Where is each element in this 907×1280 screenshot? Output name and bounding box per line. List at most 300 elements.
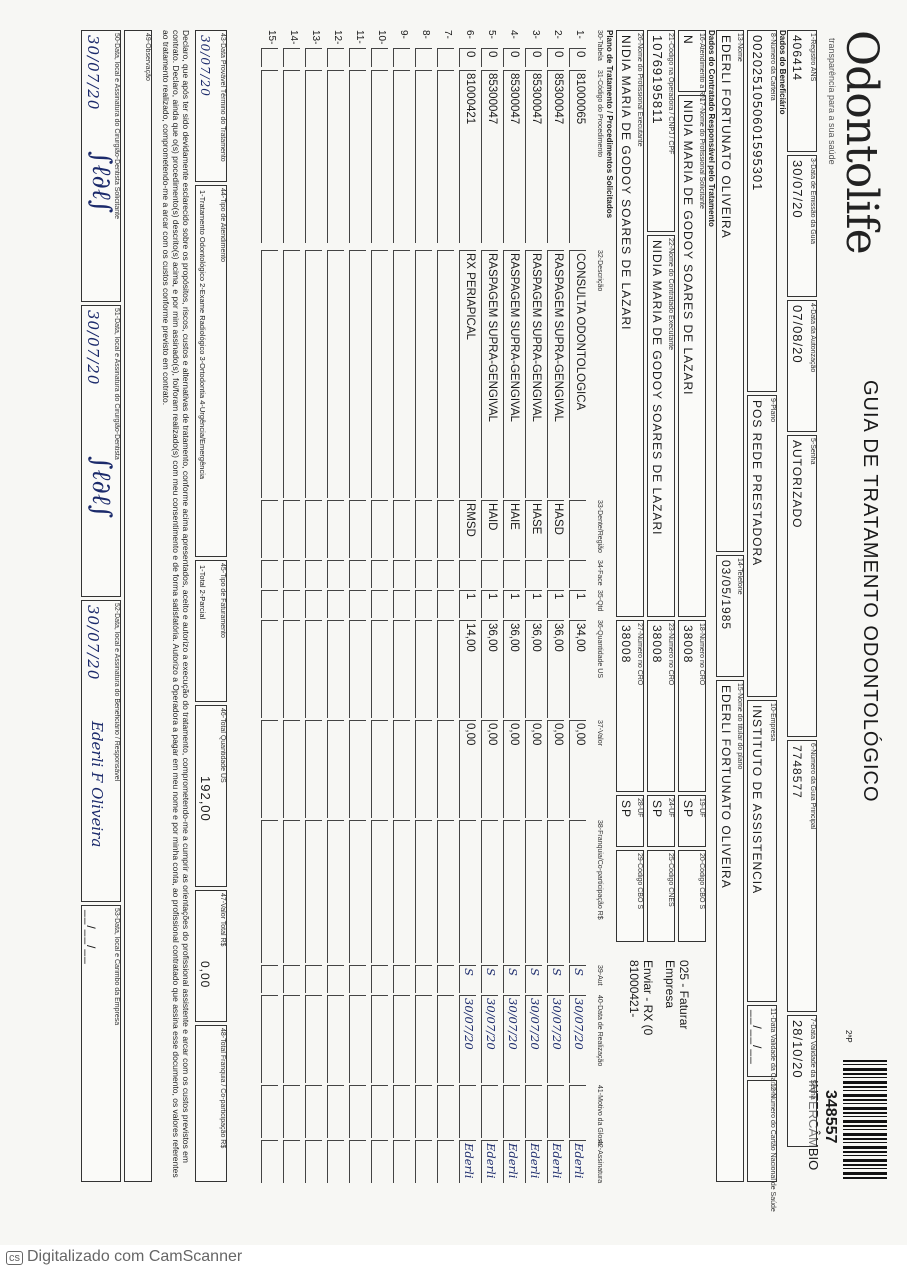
field-telefone bbox=[716, 555, 744, 677]
cell-valor: 0,00 bbox=[547, 720, 564, 818]
cell-dente: HASD bbox=[547, 500, 564, 558]
rotated-form bbox=[27, 0, 907, 1210]
field-label: 9-Plano bbox=[769, 398, 776, 423]
cell-us: 36,00 bbox=[547, 620, 564, 718]
field-value: 30/07/20 bbox=[84, 310, 102, 386]
cell-face bbox=[481, 560, 498, 588]
cell-face bbox=[283, 560, 300, 588]
cell-descricao bbox=[371, 250, 388, 498]
scanner-watermark bbox=[6, 1248, 242, 1266]
field-value: 0020251050601595301 bbox=[750, 35, 765, 192]
cell-face bbox=[261, 560, 278, 588]
cell-aut bbox=[371, 965, 388, 993]
cell-descricao bbox=[437, 250, 454, 498]
field-label: 25-Código CNES bbox=[667, 853, 674, 907]
cell-valor bbox=[305, 720, 322, 818]
cell-dente bbox=[283, 500, 300, 558]
cell-glosa bbox=[547, 1085, 564, 1138]
cell-dente bbox=[437, 500, 454, 558]
row-number: 12- bbox=[332, 30, 343, 45]
field-value: 10769195811 bbox=[650, 35, 665, 125]
cell-qtd bbox=[327, 590, 344, 618]
cell-franquia bbox=[371, 820, 388, 963]
cell-codigo: 81000065 bbox=[569, 70, 586, 243]
row-number: 8- bbox=[420, 30, 431, 39]
field-value: NIDIA MARIA DE GODOY SOARES DE LAZARI bbox=[619, 35, 633, 331]
cell-qtd bbox=[371, 590, 388, 618]
table-row bbox=[413, 30, 435, 1090]
cell-dente: HASE bbox=[525, 500, 542, 558]
scanner-text: Digitalizado com CamScanner bbox=[27, 1248, 243, 1265]
field-label: 47-Valor Total R$ bbox=[219, 893, 226, 947]
field-label: 19-UF bbox=[698, 798, 705, 818]
table-row bbox=[303, 30, 325, 1090]
table-row bbox=[435, 30, 457, 1090]
field-label: 48-Total Franquia / Co-participação R$ bbox=[219, 1028, 226, 1149]
cell-face bbox=[503, 560, 520, 588]
cell-assinatura bbox=[305, 1140, 322, 1183]
field-label: 49-Observação bbox=[144, 33, 151, 81]
field-value: 30/07/20 bbox=[84, 605, 102, 681]
cell-dente bbox=[393, 500, 410, 558]
table-row bbox=[457, 30, 479, 1179]
cell-tabela bbox=[437, 48, 454, 67]
cell-aut bbox=[283, 965, 300, 993]
cell-tabela bbox=[283, 48, 300, 67]
cell-data: 30/07/20 bbox=[481, 995, 498, 1083]
cell-dente bbox=[305, 500, 322, 558]
field-value: __/__/__ bbox=[750, 1010, 764, 1065]
cell-glosa bbox=[393, 1085, 410, 1138]
cell-assinatura: Ederli bbox=[569, 1140, 586, 1183]
field-value: 38008 bbox=[619, 625, 633, 664]
field-label: 12-Número do Cartão Nacional de Saúde bbox=[769, 1083, 776, 1212]
cell-data bbox=[261, 995, 278, 1083]
cell-glosa bbox=[569, 1085, 586, 1138]
cell-qtd bbox=[393, 590, 410, 618]
hdr-valor: 37-Valor bbox=[596, 720, 603, 746]
cell-aut: S bbox=[525, 965, 542, 993]
field-value: 0,00 bbox=[198, 961, 212, 989]
cell-tabela bbox=[349, 48, 366, 67]
cell-descricao: RASPAGEM SUPRA-GENGIVAL bbox=[525, 250, 542, 498]
field-label: 4-Data da Autorização bbox=[809, 303, 816, 373]
field-label: 24-UF bbox=[667, 798, 674, 818]
field-label: 46-Total Quantidade US bbox=[219, 708, 226, 783]
cell-descricao bbox=[327, 250, 344, 498]
cell-valor: 0,00 bbox=[569, 720, 586, 818]
hdr-dente: 33-Dente/Região bbox=[596, 500, 603, 553]
field-value: SP bbox=[650, 800, 664, 819]
cell-descricao bbox=[393, 250, 410, 498]
cell-glosa bbox=[327, 1085, 344, 1138]
field-label: 53-Data, local e Carimbo da Empresa bbox=[113, 908, 120, 1026]
cell-face bbox=[459, 560, 476, 588]
field-tipo-atendimento bbox=[195, 185, 227, 557]
field-value: 1-Total 2-Parcial bbox=[198, 565, 207, 620]
cell-glosa bbox=[503, 1085, 520, 1138]
cell-assinatura bbox=[371, 1140, 388, 1183]
cell-glosa bbox=[371, 1085, 388, 1138]
row-number: 5- bbox=[486, 30, 497, 39]
cell-descricao: RX PERIAPICAL bbox=[459, 250, 476, 498]
cell-us bbox=[393, 620, 410, 718]
row-number: 7- bbox=[442, 30, 453, 39]
cell-face bbox=[349, 560, 366, 588]
field-label: 52-Data, local e Assinatura do Beneficiário / Responsável bbox=[113, 603, 120, 782]
cell-data bbox=[305, 995, 322, 1083]
cell-qtd: 1 bbox=[547, 590, 564, 618]
field-empresa bbox=[747, 700, 777, 1002]
cell-codigo bbox=[305, 70, 322, 243]
row-number: 3- bbox=[530, 30, 541, 39]
cell-valor bbox=[327, 720, 344, 818]
cell-us bbox=[437, 620, 454, 718]
note-faturar: 025 - Faturar Empresa bbox=[663, 960, 691, 1030]
table-row bbox=[501, 30, 523, 1179]
table-row bbox=[347, 30, 369, 1090]
cell-valor bbox=[393, 720, 410, 818]
field-label: 10-Empresa bbox=[769, 703, 776, 742]
cell-assinatura bbox=[261, 1140, 278, 1183]
cell-data: 30/07/20 bbox=[503, 995, 520, 1083]
cell-us: 36,00 bbox=[503, 620, 520, 718]
cell-franquia bbox=[481, 820, 498, 963]
cell-valor bbox=[371, 720, 388, 818]
field-numero-carteira bbox=[747, 30, 777, 392]
row-number: 13- bbox=[310, 30, 321, 45]
cell-us bbox=[371, 620, 388, 718]
cell-codigo bbox=[393, 70, 410, 243]
table-row bbox=[545, 30, 567, 1179]
cell-data: 30/07/20 bbox=[459, 995, 476, 1083]
row-number: 15- bbox=[266, 30, 277, 45]
cell-codigo bbox=[415, 70, 432, 243]
field-value: 28/10/20 bbox=[790, 1020, 805, 1079]
field-cnes bbox=[647, 850, 675, 942]
field-label: 6-Número da Guia Principal bbox=[809, 743, 816, 830]
field-cbo-solicitante bbox=[678, 850, 706, 942]
cell-franquia bbox=[283, 820, 300, 963]
field-data-autorizacao bbox=[787, 300, 817, 432]
cell-franquia bbox=[393, 820, 410, 963]
cell-us: 14,00 bbox=[459, 620, 476, 718]
cell-valor: 0,00 bbox=[481, 720, 498, 818]
field-value: EDERLI FORTUNATO OLIVEIRA bbox=[719, 35, 733, 239]
signature-beneficiario: Ederli F Oliveira bbox=[88, 721, 106, 848]
field-value: N bbox=[681, 35, 695, 45]
table-row bbox=[523, 30, 545, 1179]
cell-face bbox=[305, 560, 322, 588]
cell-data bbox=[327, 995, 344, 1083]
field-value: NIDIA MARIA DE GODOY SOARES DE LAZARI bbox=[650, 240, 664, 536]
cell-assinatura bbox=[283, 1140, 300, 1183]
field-label: 14-Telefone bbox=[736, 558, 743, 595]
field-label: 7-Data Validade da Senha bbox=[809, 1018, 816, 1100]
cell-aut bbox=[393, 965, 410, 993]
field-contratado-executante bbox=[647, 235, 675, 617]
field-guia-principal bbox=[787, 740, 817, 1012]
cell-codigo bbox=[327, 70, 344, 243]
field-label: 15-Nome do titular do plano bbox=[736, 683, 743, 770]
field-label: 29-Código CBO S bbox=[636, 853, 643, 910]
hdr-face: 34-Face bbox=[596, 560, 603, 586]
cell-assinatura: Ederli bbox=[525, 1140, 542, 1183]
cell-descricao bbox=[283, 250, 300, 498]
cell-qtd bbox=[261, 590, 278, 618]
field-value: 30/07/20 bbox=[790, 160, 805, 219]
table-header bbox=[591, 30, 603, 1184]
cell-codigo bbox=[349, 70, 366, 243]
cell-franquia bbox=[415, 820, 432, 963]
field-value: 03/05/1985 bbox=[719, 560, 733, 631]
signature-solicitante: ∫ℓ∂ℓ∫ bbox=[86, 151, 116, 214]
cell-valor: 0,00 bbox=[525, 720, 542, 818]
cell-codigo bbox=[371, 70, 388, 243]
form-title: GUIA DE TRATAMENTO ODONTOLÓGICO bbox=[859, 380, 881, 803]
cell-dente bbox=[327, 500, 344, 558]
cell-tabela: 0 bbox=[525, 48, 542, 67]
cell-descricao: CONSULTA ODONTOLOGICA bbox=[569, 250, 586, 498]
cell-aut: S bbox=[481, 965, 498, 993]
field-value: EDERLI FORTUNATO OLIVEIRA bbox=[719, 685, 733, 889]
field-label: 51-Data, local e Assinatura do Cirurgião-Dentista bbox=[113, 308, 120, 460]
row-number: 6- bbox=[464, 30, 475, 39]
cell-data bbox=[415, 995, 432, 1083]
field-label: 22-Nome do Contratado Executante bbox=[667, 238, 674, 351]
field-profissional-solicitante bbox=[678, 95, 706, 617]
cell-aut: S bbox=[503, 965, 520, 993]
cell-franquia bbox=[349, 820, 366, 963]
field-label: 26-Nome do Profissional Executante bbox=[636, 33, 643, 147]
cell-glosa bbox=[349, 1085, 366, 1138]
field-label: 20-Código CBO S bbox=[698, 853, 705, 910]
field-label: 23-Número no CRO bbox=[667, 623, 674, 686]
cell-glosa bbox=[525, 1085, 542, 1138]
hdr-descricao: 32-Descrição bbox=[596, 250, 603, 292]
cell-us: 36,00 bbox=[525, 620, 542, 718]
camscanner-icon: cs bbox=[6, 1251, 23, 1265]
table-row bbox=[479, 30, 501, 1179]
field-cartao-nacional bbox=[747, 1080, 777, 1212]
row-number: 11- bbox=[354, 30, 365, 44]
cell-assinatura: Ederli bbox=[481, 1140, 498, 1183]
cell-descricao bbox=[305, 250, 322, 498]
cell-franquia bbox=[569, 820, 586, 963]
table-row bbox=[259, 30, 281, 1090]
cell-descricao: RASPAGEM SUPRA-GENGIVAL bbox=[481, 250, 498, 498]
cell-assinatura bbox=[393, 1140, 410, 1183]
field-senha bbox=[787, 435, 817, 737]
cell-descricao bbox=[415, 250, 432, 498]
cell-dente: HAIE bbox=[503, 500, 520, 558]
table-row bbox=[325, 30, 347, 1090]
cell-valor: 0,00 bbox=[459, 720, 476, 818]
field-validade-senha bbox=[787, 1015, 817, 1147]
field-carimbo-empresa bbox=[81, 905, 121, 1182]
field-assinatura-beneficiario bbox=[81, 600, 121, 902]
cell-aut bbox=[305, 965, 322, 993]
field-value: SP bbox=[619, 800, 633, 819]
cell-assinatura: Ederli bbox=[503, 1140, 520, 1183]
row-number: 4- bbox=[508, 30, 519, 39]
cell-data bbox=[437, 995, 454, 1083]
cell-dente bbox=[261, 500, 278, 558]
cell-descricao: RASPAGEM SUPRA-GENGIVAL bbox=[547, 250, 564, 498]
cell-data: 30/07/20 bbox=[569, 995, 586, 1083]
cell-aut bbox=[349, 965, 366, 993]
field-label: 27-Número no CRO bbox=[636, 623, 643, 686]
cell-tabela: 0 bbox=[569, 48, 586, 67]
cell-qtd bbox=[349, 590, 366, 618]
cell-codigo: 85300047 bbox=[503, 70, 520, 243]
field-cro-executante bbox=[647, 620, 675, 792]
note-enviar-rx: Enviar - RX (0 81000421- bbox=[627, 960, 655, 1036]
field-value: 07/08/20 bbox=[790, 305, 805, 364]
field-nome-titular bbox=[716, 680, 744, 1182]
field-label: 13-Nome bbox=[736, 33, 743, 62]
cell-tabela bbox=[305, 48, 322, 67]
cell-franquia bbox=[525, 820, 542, 963]
cell-dente bbox=[371, 500, 388, 558]
cell-aut bbox=[261, 965, 278, 993]
field-data-emissao bbox=[787, 155, 817, 297]
procedure-table bbox=[249, 30, 589, 1180]
cell-assinatura bbox=[437, 1140, 454, 1183]
field-data-termino bbox=[195, 30, 227, 182]
hdr-data: 40-Data de Realização bbox=[596, 995, 603, 1067]
table-row bbox=[391, 30, 413, 1090]
cell-aut bbox=[327, 965, 344, 993]
field-label: 3-Data de Emissão da Guia bbox=[809, 158, 816, 244]
guide-type: INTERCÂMBIO bbox=[806, 1080, 821, 1171]
cell-us bbox=[327, 620, 344, 718]
cell-descricao: RASPAGEM SUPRA-GENGIVAL bbox=[503, 250, 520, 498]
cell-face bbox=[415, 560, 432, 588]
cell-codigo: 81000421 bbox=[459, 70, 476, 243]
table-row bbox=[369, 30, 391, 1090]
field-label: 8-Número da Carteira bbox=[769, 33, 776, 101]
field-total-us bbox=[195, 705, 227, 887]
cell-aut bbox=[415, 965, 432, 993]
cell-valor bbox=[283, 720, 300, 818]
cell-codigo: 85300047 bbox=[547, 70, 564, 243]
cell-assinatura: Ederli bbox=[547, 1140, 564, 1183]
row-number: 9- bbox=[398, 30, 409, 39]
cell-face bbox=[327, 560, 344, 588]
cell-qtd: 1 bbox=[481, 590, 498, 618]
field-profissional-executante bbox=[616, 30, 644, 617]
cell-assinatura: Ederli bbox=[459, 1140, 476, 1183]
cell-tabela bbox=[415, 48, 432, 67]
cell-data: 30/07/20 bbox=[525, 995, 542, 1083]
cell-codigo: 85300047 bbox=[525, 70, 542, 243]
cell-glosa bbox=[283, 1085, 300, 1138]
field-label: 43-Data Provável Término do Tratamento bbox=[219, 33, 226, 162]
cell-face bbox=[547, 560, 564, 588]
cell-descricao bbox=[261, 250, 278, 498]
cell-tabela bbox=[327, 48, 344, 67]
field-observacao bbox=[124, 30, 152, 1182]
cell-glosa bbox=[261, 1085, 278, 1138]
cell-tabela: 0 bbox=[481, 48, 498, 67]
beneficiary-section: Dados do Beneficiário bbox=[778, 30, 787, 115]
hdr-aut: 39-Aut bbox=[596, 965, 603, 986]
cell-codigo bbox=[437, 70, 454, 243]
cell-tabela: 0 bbox=[503, 48, 520, 67]
cell-codigo: 85300047 bbox=[481, 70, 498, 243]
barcode-icon bbox=[843, 1060, 887, 1180]
cell-us: 34,00 bbox=[569, 620, 586, 718]
row-number: 2- bbox=[552, 30, 563, 39]
field-codigo-operadora bbox=[647, 30, 675, 232]
table-row bbox=[281, 30, 303, 1090]
cell-franquia bbox=[459, 820, 476, 963]
field-atendimento-rn bbox=[678, 30, 706, 101]
signature-dentista: ∫ℓ∂ℓ∫ bbox=[86, 456, 116, 519]
hdr-codigo: 31-Código do Procedimento bbox=[596, 70, 603, 158]
cell-glosa bbox=[459, 1085, 476, 1138]
field-validade-carteira bbox=[747, 1005, 777, 1098]
cell-franquia bbox=[503, 820, 520, 963]
field-nome bbox=[716, 30, 744, 552]
cell-tabela bbox=[393, 48, 410, 67]
row-number: 14- bbox=[288, 30, 299, 45]
field-label: 44-Tipo de Atendimento bbox=[219, 188, 226, 263]
cell-data: 30/07/20 bbox=[547, 995, 564, 1083]
field-cbo-profissional bbox=[616, 850, 644, 942]
hdr-qtd: 35-Qtd bbox=[596, 590, 603, 612]
field-value: 38008 bbox=[681, 625, 695, 664]
cell-us bbox=[349, 620, 366, 718]
cell-glosa bbox=[415, 1085, 432, 1138]
cell-qtd: 1 bbox=[569, 590, 586, 618]
cell-codigo bbox=[283, 70, 300, 243]
field-plano bbox=[747, 395, 777, 697]
field-value: NIDIA MARIA DE GODOY SOARES DE LAZARI bbox=[681, 100, 695, 396]
field-label: 18-Número no CRO bbox=[698, 623, 705, 686]
field-tipo-faturamento bbox=[195, 560, 227, 702]
cell-aut: S bbox=[547, 965, 564, 993]
field-label: 45-Tipo de Faturamento bbox=[219, 563, 226, 638]
cell-franquia bbox=[547, 820, 564, 963]
cell-face bbox=[569, 560, 586, 588]
cell-franquia bbox=[305, 820, 322, 963]
cell-us bbox=[415, 620, 432, 718]
cell-assinatura bbox=[415, 1140, 432, 1183]
field-uf-solicitante bbox=[678, 795, 706, 847]
table-row bbox=[567, 30, 589, 1179]
cell-qtd: 1 bbox=[525, 590, 542, 618]
field-label: 16-Atendimento a RN bbox=[698, 33, 705, 101]
cell-aut: S bbox=[459, 965, 476, 993]
field-label: 1-Registro ANS bbox=[809, 33, 816, 82]
cell-qtd: 1 bbox=[503, 590, 520, 618]
cell-us: 36,00 bbox=[481, 620, 498, 718]
cell-glosa bbox=[305, 1085, 322, 1138]
form-body bbox=[47, 30, 887, 1212]
page-mark: 2ªP bbox=[844, 1030, 853, 1043]
field-value: AUTORIZADO bbox=[790, 440, 804, 529]
cell-data bbox=[393, 995, 410, 1083]
field-cro-profissional bbox=[616, 620, 644, 792]
hdr-us: 36-Quantidade US bbox=[596, 620, 603, 678]
cell-dente bbox=[415, 500, 432, 558]
field-label: 17-Nome do Profissional Solicitante bbox=[698, 98, 705, 209]
field-value: 1-Tratamento Odontológico 2-Exame Radiológico 3-Ortodontia 4-Urgência/Emergência bbox=[198, 190, 207, 480]
logo-tagline: transparência para a sua saúde bbox=[827, 38, 837, 165]
cell-dente: HAID bbox=[481, 500, 498, 558]
